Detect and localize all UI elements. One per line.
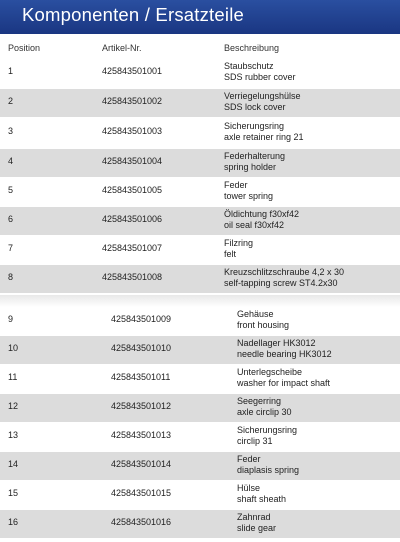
description-de: Feder [237, 454, 261, 464]
description-de: Zahnrad [237, 512, 271, 522]
cell-description [224, 91, 301, 113]
cell-position: 10 [8, 343, 19, 353]
title-bar [0, 0, 400, 34]
cell-description [237, 309, 289, 331]
description-en: slide gear [237, 523, 277, 533]
cell-position: 16 [8, 517, 19, 527]
cell-description [237, 367, 330, 389]
header-article-number: Artikel-Nr. [102, 43, 142, 53]
cell-description [237, 512, 276, 534]
cell-position: 13 [8, 430, 19, 440]
cell-position: 12 [8, 401, 19, 411]
header-position: Position [8, 43, 41, 53]
description-de: Feder [224, 180, 248, 190]
cell-article-number: 425843501010 [111, 343, 172, 353]
cell-article-number: 425843501016 [111, 517, 172, 527]
cell-position: 7 [8, 243, 14, 253]
cell-position: 5 [8, 185, 14, 195]
cell-article-number: 425843501006 [102, 214, 163, 224]
cell-article-number: 425843501014 [111, 459, 172, 469]
cell-position: 1 [8, 66, 14, 76]
description-de: Gehäuse [237, 309, 274, 319]
description-en: diaplasis spring [237, 465, 300, 475]
cell-description [224, 61, 296, 83]
cell-article-number: 425843501012 [111, 401, 172, 411]
description-en: front housing [237, 320, 290, 330]
cell-position: 4 [8, 156, 14, 166]
description-en: SDS lock cover [224, 102, 286, 112]
cell-article-number: 425843501011 [111, 372, 171, 382]
description-de: Filzring [224, 238, 254, 248]
page-title: Komponenten / Ersatzteile [22, 4, 244, 25]
table-row [0, 452, 400, 480]
cell-description [237, 454, 299, 476]
description-en: SDS rubber cover [224, 72, 296, 82]
description-en: axle retainer ring 21 [224, 132, 304, 142]
description-en: felt [224, 249, 237, 259]
table-row [0, 336, 400, 364]
header-description: Beschreibung [224, 43, 280, 53]
table-row [0, 178, 400, 206]
table-row [0, 423, 400, 451]
table-row [0, 481, 400, 509]
table-row [0, 510, 400, 538]
description-de: Seegerring [237, 396, 282, 406]
cell-description [224, 180, 273, 202]
cell-description [237, 483, 286, 505]
cell-position: 14 [8, 459, 19, 469]
table-row [0, 307, 400, 335]
description-de: Staubschutz [224, 61, 274, 71]
cell-position: 6 [8, 214, 14, 224]
cell-description [224, 238, 253, 260]
table-row [0, 89, 400, 117]
cell-description [237, 425, 297, 447]
table-row [0, 236, 400, 264]
table-row [0, 59, 400, 87]
cell-article-number: 425843501009 [111, 314, 172, 324]
description-de: Verriegelungshülse [224, 91, 301, 101]
cell-article-number: 425843501005 [102, 185, 163, 195]
description-en: axle circlip 30 [237, 407, 292, 417]
description-en: washer for impact shaft [237, 378, 331, 388]
table-row [0, 119, 400, 147]
cell-description [224, 267, 344, 289]
cell-position: 8 [8, 272, 14, 282]
cell-position: 3 [8, 126, 14, 136]
cell-description [224, 121, 304, 143]
table-row [0, 149, 400, 177]
cell-position: 9 [8, 314, 14, 324]
cell-article-number: 425843501008 [102, 272, 163, 282]
cell-article-number: 425843501004 [102, 156, 163, 166]
description-de: Hülse [237, 483, 261, 493]
description-en: spring holder [224, 162, 277, 172]
description-en: oil seal f30xf42 [224, 220, 285, 230]
description-de: Öldichtung f30xf42 [224, 209, 300, 219]
cell-description [237, 338, 332, 360]
description-de: Kreuzschlitzschraube 4,2 x 30 [224, 267, 345, 277]
description-de: Nadellager HK3012 [237, 338, 316, 348]
description-en: needle bearing HK3012 [237, 349, 332, 359]
cell-article-number: 425843501002 [102, 96, 163, 106]
table-row [0, 394, 400, 422]
description-de: Federhalterung [224, 151, 286, 161]
description-de: Sicherungsring [237, 425, 298, 435]
table-header [0, 39, 400, 57]
cell-position: 2 [8, 96, 14, 106]
cell-article-number: 425843501003 [102, 126, 163, 136]
cell-article-number: 425843501015 [111, 488, 172, 498]
description-en: circlip 31 [237, 436, 273, 446]
description-de: Unterlegscheibe [237, 367, 303, 377]
cell-description [224, 151, 285, 173]
description-en: self-tapping screw ST4.2x30 [224, 278, 338, 288]
cell-description [224, 209, 299, 231]
cell-article-number: 425843501001 [102, 66, 163, 76]
cell-article-number: 425843501013 [111, 430, 172, 440]
description-en: tower spring [224, 191, 274, 201]
cell-position: 15 [8, 488, 19, 498]
page-fold-shadow [0, 295, 400, 307]
table-row [0, 265, 400, 293]
description-de: Sicherungsring [224, 121, 285, 131]
description-en: shaft sheath [237, 494, 287, 504]
table-row [0, 365, 400, 393]
table-row [0, 207, 400, 235]
cell-description [237, 396, 292, 418]
cell-article-number: 425843501007 [102, 243, 163, 253]
cell-position: 11 [8, 372, 18, 382]
